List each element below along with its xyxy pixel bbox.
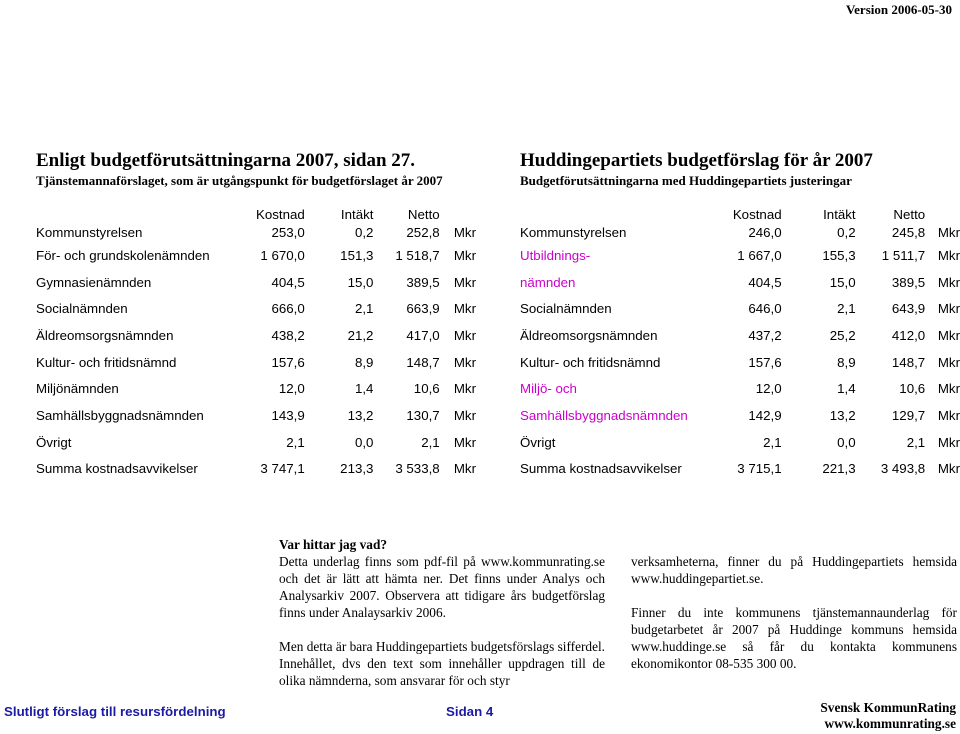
row-cost: 246,0 <box>748 224 782 240</box>
info-title: Var hittar jag vad? <box>279 537 387 552</box>
row-unit: Mkr <box>937 407 960 423</box>
table-row <box>36 456 476 483</box>
row-income: 13,2 <box>829 407 856 423</box>
table-row <box>520 322 960 349</box>
info-paragraph-1: Detta underlag finns som pdf-fil på www.kommunrating.se och det är lätt att hämta ner. Det finns under Analys och Analysarkiv 2007. Observera att tidigare års budgetförslag finns under Analaysarkiv 2006. <box>279 554 605 620</box>
table-header-row <box>36 207 476 222</box>
row-unit: Mkr <box>453 434 476 450</box>
page-number: Sidan 4 <box>446 704 494 719</box>
row-net: 643,9 <box>891 301 926 317</box>
table-row <box>520 295 960 322</box>
row-net: 130,7 <box>406 407 440 423</box>
row-unit: Mkr <box>453 301 476 317</box>
row-income: 1,4 <box>354 381 374 397</box>
row-cost: 143,9 <box>271 407 305 423</box>
row-name: Övrigt <box>520 434 556 450</box>
table-row <box>520 269 960 296</box>
row-name: Kommunstyrelsen <box>520 224 627 240</box>
row-name: Socialnämnden <box>36 301 128 317</box>
row-name: Miljönämnden <box>36 381 119 397</box>
table-row <box>36 375 476 402</box>
row-cost: 1 670,0 <box>260 247 305 263</box>
footer-title: Slutligt förslag till resursfördelning <box>4 704 226 719</box>
row-cost: 157,6 <box>748 354 782 370</box>
row-income: 13,2 <box>347 407 374 423</box>
column-header-cost: Kostnad <box>255 207 305 222</box>
row-income: 1,4 <box>837 381 856 397</box>
row-unit: Mkr <box>937 301 960 317</box>
right-subtitle: Budgetförutsättningarna med Huddingepartiets justeringar <box>520 173 852 188</box>
row-cost: 438,2 <box>271 327 305 343</box>
column-header-net: Netto <box>893 207 926 222</box>
info-left-column <box>279 536 605 689</box>
row-name: Gymnasienämnden <box>36 274 152 290</box>
row-income: 25,2 <box>829 327 856 343</box>
table-row <box>36 242 476 269</box>
row-cost: 157,6 <box>271 354 305 370</box>
row-name: Summa kostnadsavvikelser <box>520 461 682 477</box>
row-income: 15,0 <box>347 274 374 290</box>
row-cost: 646,0 <box>748 301 782 317</box>
row-income: 2,1 <box>837 301 856 317</box>
row-cost: 3 747,1 <box>260 461 305 477</box>
row-unit: Mkr <box>453 224 476 240</box>
left-title: Enligt budgetförutsättningarna 2007, sidan 27. <box>36 150 416 171</box>
right-title: Huddingepartiets budgetförslag för år 2007 <box>520 150 873 171</box>
row-net: 252,8 <box>406 224 440 240</box>
row-unit: Mkr <box>937 434 960 450</box>
row-unit: Mkr <box>453 327 476 343</box>
column-header-net: Netto <box>407 207 440 222</box>
row-cost: 253,0 <box>271 224 305 240</box>
row-name: Socialnämnden <box>520 301 612 317</box>
row-cost: 437,2 <box>748 327 782 343</box>
row-income: 2,1 <box>354 301 374 317</box>
row-name: Äldreomsorgsnämnden <box>520 327 658 343</box>
row-name: Kultur- och fritidsnämnd <box>36 354 177 370</box>
version-label: Version 2006-05-30 <box>845 2 952 17</box>
column-header-income: Intäkt <box>340 207 374 222</box>
row-cost: 404,5 <box>748 274 782 290</box>
table-row <box>36 269 476 296</box>
row-name: Kommunstyrelsen <box>36 224 143 240</box>
footer-org-name: Svensk KommunRating <box>820 700 956 715</box>
row-name: Kultur- och fritidsnämnd <box>520 354 661 370</box>
row-unit: Mkr <box>937 327 960 343</box>
row-net: 3 533,8 <box>395 461 440 477</box>
row-net: 389,5 <box>891 274 926 290</box>
right-section <box>520 150 960 482</box>
table-row <box>36 429 476 456</box>
table-header-row <box>520 207 960 222</box>
left-budget-table <box>36 207 476 482</box>
table-row <box>36 322 476 349</box>
info-paragraph-2: Men detta är bara Huddingepartiets budgetsförslags sifferdel. Innehållet, dvs den text som innehåller uppdragen till de olika nämnderna, som ansvarar för och styr <box>279 639 605 688</box>
row-income: 213,3 <box>340 461 374 477</box>
row-cost: 2,1 <box>286 434 305 450</box>
row-income: 21,2 <box>347 327 374 343</box>
row-unit: Mkr <box>937 224 960 240</box>
row-income: 155,3 <box>822 247 856 263</box>
row-unit: Mkr <box>937 354 960 370</box>
row-cost: 666,0 <box>271 301 305 317</box>
row-net: 417,0 <box>406 327 440 343</box>
row-net: 2,1 <box>421 434 440 450</box>
row-unit: Mkr <box>453 247 476 263</box>
row-cost: 1 667,0 <box>737 247 782 263</box>
table-row <box>36 222 476 242</box>
row-name: nämnden <box>520 274 576 290</box>
row-net: 1 518,7 <box>395 247 440 263</box>
row-net: 10,6 <box>899 381 926 397</box>
row-net: 412,0 <box>891 327 926 343</box>
row-cost: 12,0 <box>755 381 782 397</box>
row-net: 148,7 <box>891 354 926 370</box>
row-name: Miljö- och <box>520 381 577 397</box>
row-unit: Mkr <box>453 354 476 370</box>
table-row <box>520 429 960 456</box>
table-row <box>520 242 960 269</box>
table-row <box>520 349 960 376</box>
left-section <box>36 150 476 482</box>
column-header-cost: Kostnad <box>732 207 782 222</box>
row-net: 389,5 <box>406 274 440 290</box>
table-row <box>520 222 960 242</box>
row-name: Äldreomsorgsnämnden <box>36 327 174 343</box>
row-cost: 3 715,1 <box>737 461 782 477</box>
column-header-income: Intäkt <box>823 207 856 222</box>
row-net: 245,8 <box>891 224 926 240</box>
row-name: För- och grundskolenämnden <box>36 247 210 263</box>
footer-url: www.kommunrating.se <box>824 716 956 731</box>
row-name: Samhällsbyggnadsnämnden <box>36 407 204 423</box>
row-net: 1 511,7 <box>881 247 926 263</box>
row-unit: Mkr <box>453 461 476 477</box>
row-net: 663,9 <box>406 301 440 317</box>
row-income: 15,0 <box>829 274 856 290</box>
row-unit: Mkr <box>937 461 960 477</box>
row-income: 0,0 <box>837 434 856 450</box>
row-unit: Mkr <box>937 381 960 397</box>
table-row <box>36 295 476 322</box>
row-name: Summa kostnadsavvikelser <box>36 461 198 477</box>
row-cost: 142,9 <box>748 407 782 423</box>
row-income: 0,0 <box>354 434 374 450</box>
row-net: 10,6 <box>413 381 440 397</box>
row-unit: Mkr <box>453 407 476 423</box>
row-income: 8,9 <box>837 354 856 370</box>
row-unit: Mkr <box>937 247 960 263</box>
table-row <box>520 375 960 402</box>
row-income: 221,3 <box>822 461 856 477</box>
row-cost: 2,1 <box>763 434 782 450</box>
table-row <box>36 349 476 376</box>
row-income: 151,3 <box>340 247 374 263</box>
row-net: 2,1 <box>906 434 926 450</box>
row-name: Samhällsbyggnadsnämnden <box>520 407 688 423</box>
row-name: Utbildnings- <box>520 247 591 263</box>
table-row <box>520 456 960 483</box>
row-unit: Mkr <box>453 274 476 290</box>
row-income: 0,2 <box>354 224 374 240</box>
row-cost: 12,0 <box>278 381 305 397</box>
info-right-column <box>631 553 957 672</box>
row-net: 3 493,8 <box>880 461 926 477</box>
table-row <box>520 402 960 429</box>
info-paragraph-3: verksamheterna, finner du på Huddingepartiets hemsida www.huddingepartiet.se. <box>631 554 957 586</box>
row-unit: Mkr <box>453 381 476 397</box>
left-subtitle: Tjänstemannaförslaget, som är utgångspunkt för budgetförslaget år 2007 <box>36 173 443 188</box>
info-paragraph-4: Finner du inte kommunens tjänstemannaunderlag för budgetarbetet år 2007 på Huddinge kommuns hemsida www.huddinge.se så får du kontakta kommunens ekonomikontor 08-535 300 00. <box>631 605 957 671</box>
row-income: 8,9 <box>354 354 374 370</box>
row-name: Övrigt <box>36 434 72 450</box>
row-net: 129,7 <box>891 407 926 423</box>
row-cost: 404,5 <box>271 274 305 290</box>
right-budget-table <box>520 207 960 482</box>
row-income: 0,2 <box>837 224 856 240</box>
footer-org <box>820 700 956 732</box>
row-net: 148,7 <box>406 354 440 370</box>
row-unit: Mkr <box>937 274 960 290</box>
table-row <box>36 402 476 429</box>
